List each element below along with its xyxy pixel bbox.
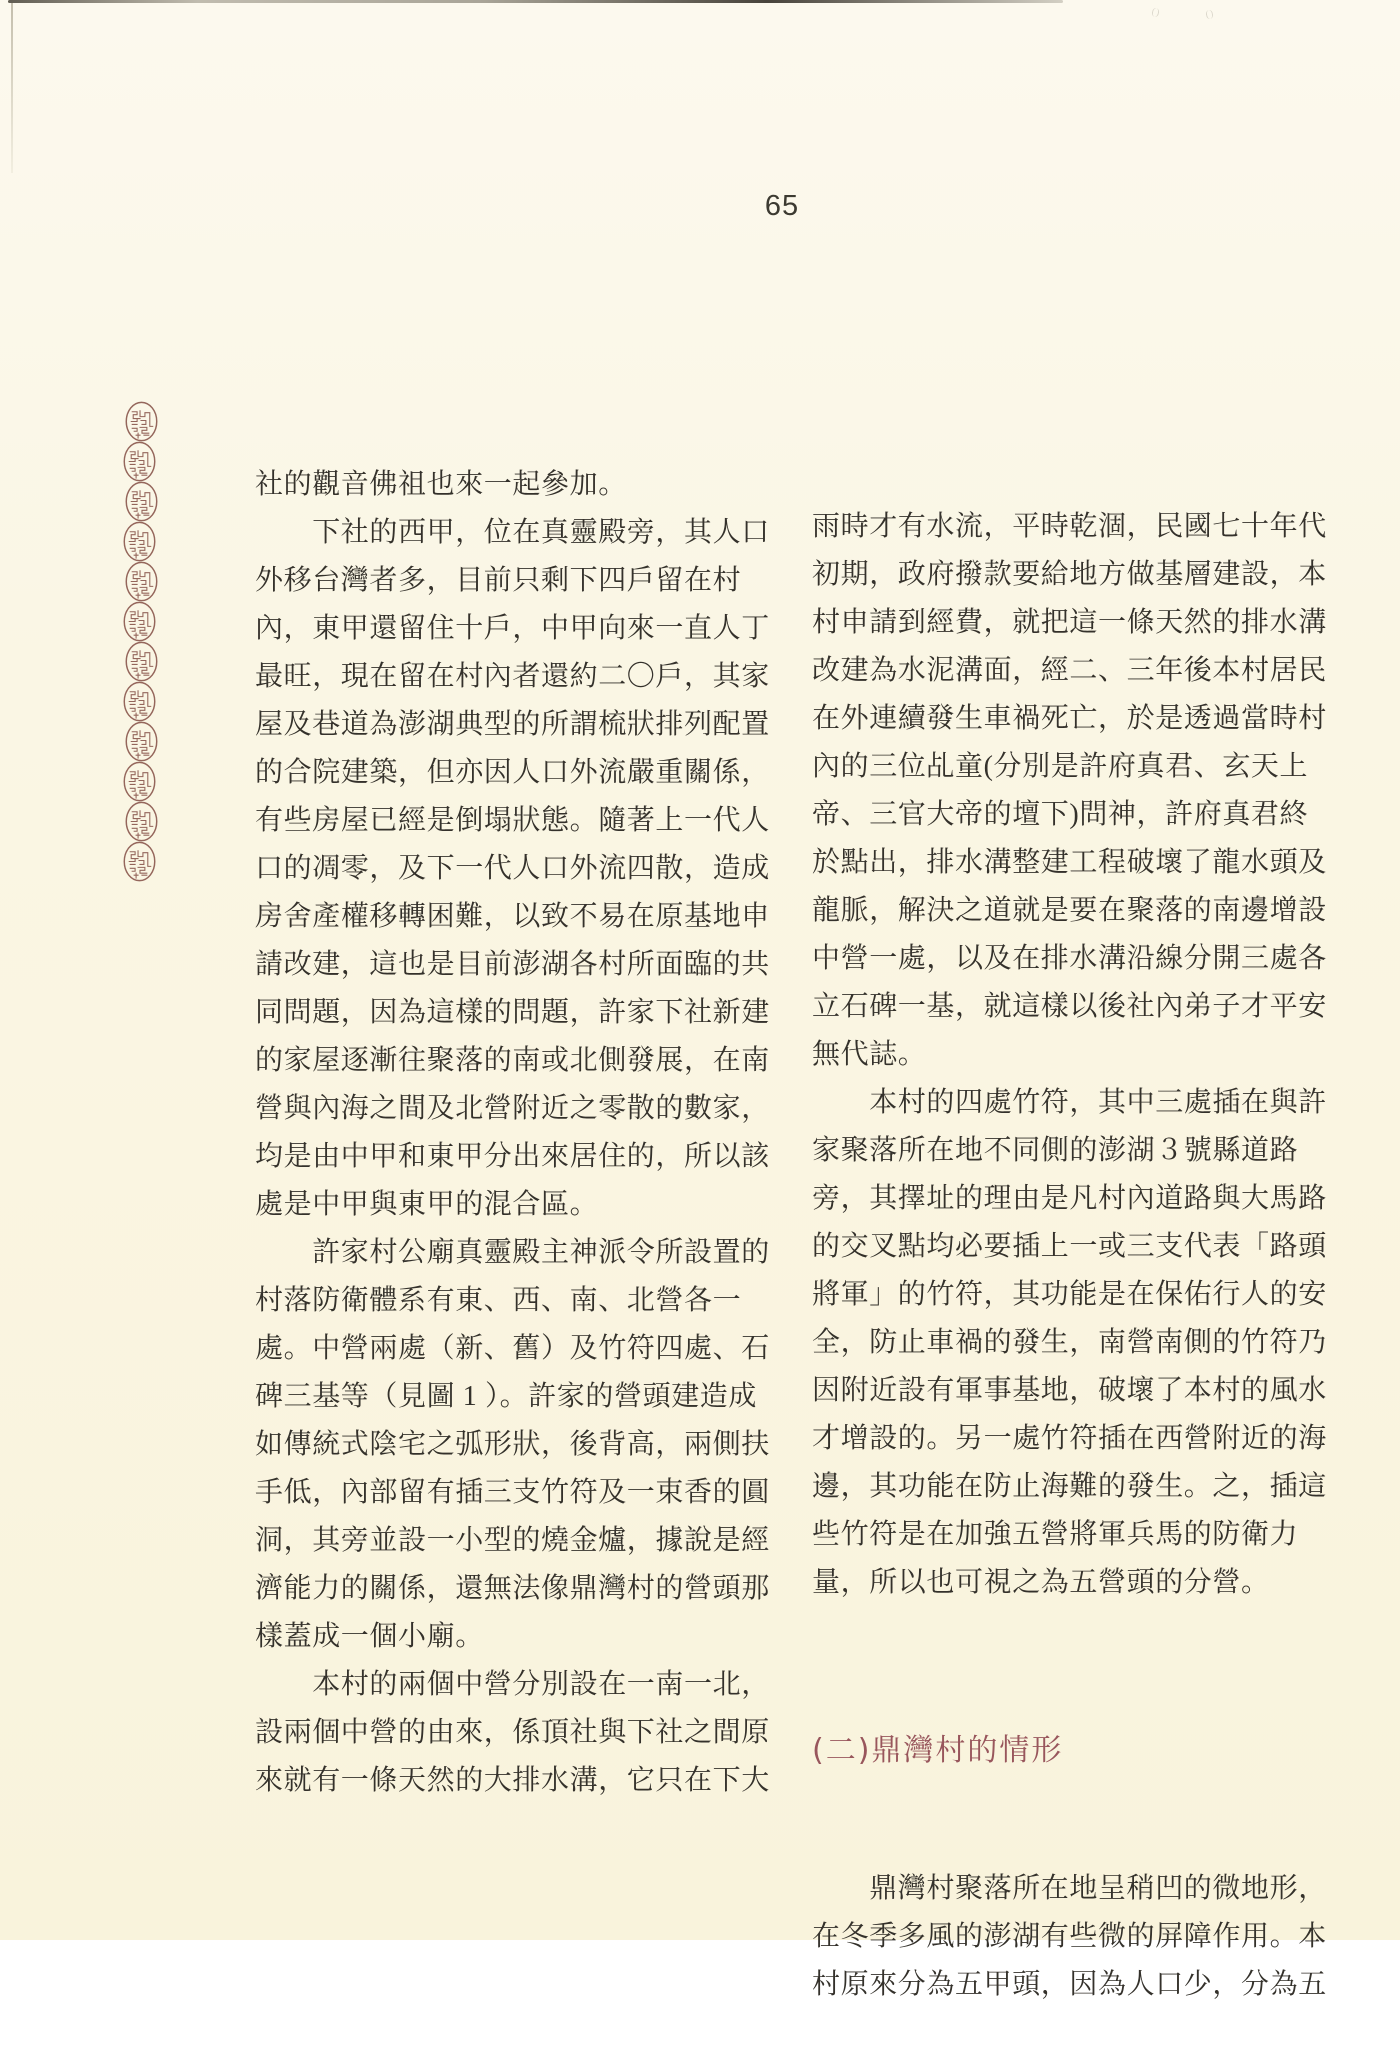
text-line: 來就有一條天然的大排水溝，它只在下大 <box>255 1765 770 1796</box>
text-line: 外移台灣者多，目前只剩下四戶留在村 <box>255 565 742 596</box>
text-line: 濟能力的關係，還無法像鼎灣村的營頭那 <box>255 1573 770 1604</box>
text-line: 社的觀音佛祖也來一起參加。 <box>255 469 627 500</box>
seal-stamp-icon <box>122 441 157 482</box>
text-line: 請改建，這也是目前澎湖各村所面臨的共 <box>255 949 770 980</box>
text-line: 本村的四處竹符，其中三處插在與許 <box>812 1087 1327 1118</box>
text-line: 於點出，排水溝整建工程破壞了龍水頭及 <box>812 847 1327 878</box>
text-line: 在冬季多風的澎湖有些微的屏障作用。本 <box>812 1921 1327 1952</box>
scan-speck <box>1151 7 1160 17</box>
text-line: 設兩個中營的由來，係頂社與下社之間原 <box>255 1717 770 1748</box>
text-line: 最旺，現在留在村內者還約二〇戶，其家 <box>255 661 770 692</box>
text-line: 本村的兩個中營分別設在一南一北， <box>255 1669 770 1700</box>
text-line: 房舍產權移轉困難，以致不易在原基地申 <box>255 901 770 932</box>
right-text-column <box>812 413 1342 2045</box>
text-line: 些竹符是在加強五營將軍兵馬的防衛力 <box>812 1519 1299 1550</box>
seal-stamp-icon <box>122 521 157 562</box>
text-line: 改建為水泥溝面，經二、三年後本村居民 <box>812 655 1327 686</box>
seal-stamp-icon <box>124 721 159 762</box>
text-line: 有些房屋已經是倒塌狀態。隨著上一代人 <box>255 805 770 836</box>
text-line: 的合院建築，但亦因人口外流嚴重關係， <box>255 757 770 788</box>
text-line: 內的三位乩童(分別是許府真君、玄天上 <box>812 751 1309 782</box>
text-line: 量，所以也可視之為五營頭的分營。 <box>812 1567 1270 1598</box>
text-line: 無代誌。 <box>812 1039 927 1070</box>
text-line: 才增設的。另一處竹符插在西營附近的海 <box>812 1423 1327 1454</box>
text-line: 如傳統式陰宅之弧形狀，後背高，兩側扶 <box>255 1429 770 1460</box>
text-line: 全，防止車禍的發生，南營南側的竹符乃 <box>812 1327 1327 1358</box>
text-line: 口的凋零，及下一代人口外流四散，造成 <box>255 853 770 884</box>
seal-stamp-icon <box>124 481 159 522</box>
seal-stamp-icon <box>122 681 157 722</box>
text-line: 的交叉點均必要插上一或三支代表「路頭 <box>812 1231 1327 1262</box>
text-line: 在外連續發生車禍死亡，於是透過當時村 <box>812 703 1327 734</box>
text-line: 旁，其擇址的理由是凡村內道路與大馬路 <box>812 1183 1327 1214</box>
text-line: 洞，其旁並設一小型的燒金爐，據說是經 <box>255 1525 770 1556</box>
decorative-seal-stamps <box>124 402 159 882</box>
text-line: 內，東甲還留住十戶，中甲向來一直人丁 <box>255 613 770 644</box>
text-line: 處。中營兩處（新、舊）及竹符四處、石 <box>255 1333 770 1364</box>
text-line: 村申請到經費，就把這一條天然的排水溝 <box>812 607 1327 638</box>
page-number: 65 <box>764 190 800 222</box>
seal-stamp-icon <box>124 641 159 682</box>
text-line: 初期，政府撥款要給地方做基層建設，本 <box>812 559 1327 590</box>
text-line: 立石碑一基，就這樣以後社內弟子才平安 <box>812 991 1327 1022</box>
text-line: 處是中甲與東甲的混合區。 <box>255 1189 599 1220</box>
seal-stamp-icon <box>124 561 159 602</box>
seal-stamp-icon <box>122 841 157 882</box>
text-line: 同問題，因為這樣的問題，許家下社新建 <box>255 997 770 1028</box>
text-line: 邊，其功能在防止海難的發生。之，插這 <box>812 1471 1327 1502</box>
text-line: 均是由中甲和東甲分出來居住的，所以該 <box>255 1141 770 1172</box>
text-line: 雨時才有水流，平時乾涸，民國七十年代 <box>812 511 1327 542</box>
text-line: 下社的西甲，位在真靈殿旁，其人口 <box>255 517 770 548</box>
left-text-column <box>255 407 785 1805</box>
seal-stamp-icon <box>122 601 157 642</box>
text-line: 因附近設有軍事基地，破壞了本村的風水 <box>812 1375 1327 1406</box>
text-line: 鼎灣村聚落所在地呈稍凹的微地形， <box>812 1873 1327 1904</box>
text-line: 的家屋逐漸往聚落的南或北側發展，在南 <box>255 1045 770 1076</box>
text-line: 村落防衛體系有東、西、南、北營各一 <box>255 1285 742 1316</box>
text-line: 手低，內部留有插三支竹符及一束香的圓 <box>255 1477 770 1508</box>
text-line: 家聚落所在地不同側的澎湖３號縣道路 <box>812 1135 1299 1166</box>
text-line: 屋及巷道為澎湖典型的所謂梳狀排列配置 <box>255 709 770 740</box>
right-column-lower-paragraphs <box>812 1811 1342 2009</box>
scan-speck <box>1205 9 1213 19</box>
text-line: 碑三基等（見圖 1 ）。許家的營頭建造成 <box>255 1381 758 1412</box>
text-line: 樣蓋成一個小廟。 <box>255 1621 484 1652</box>
section-heading: (二)鼎灣村的情形 <box>812 1733 1064 1768</box>
seal-stamp-icon <box>122 761 157 802</box>
scan-artifact-top-edge <box>8 0 1063 3</box>
text-line: 中營一處，以及在排水溝沿線分開三處各 <box>812 943 1327 974</box>
text-line: 將軍」的竹符，其功能是在保佑行人的安 <box>812 1279 1327 1310</box>
seal-stamp-icon <box>124 801 159 842</box>
scan-artifact-left-edge <box>11 3 13 173</box>
text-line: 營與內海之間及北營附近之零散的數家， <box>255 1093 770 1124</box>
text-line: 村原來分為五甲頭，因為人口少，分為五 <box>812 1969 1327 2000</box>
seal-stamp-icon <box>124 401 159 442</box>
text-line: 龍脈，解決之道就是要在聚落的南邊增設 <box>812 895 1327 926</box>
heading-spacer <box>812 1643 1342 1691</box>
text-line: 帝、三官大帝的壇下)問神，許府真君終 <box>812 799 1309 830</box>
right-column-upper-paragraphs <box>812 449 1342 1607</box>
text-line: 許家村公廟真靈殿主神派令所設置的 <box>255 1237 770 1268</box>
